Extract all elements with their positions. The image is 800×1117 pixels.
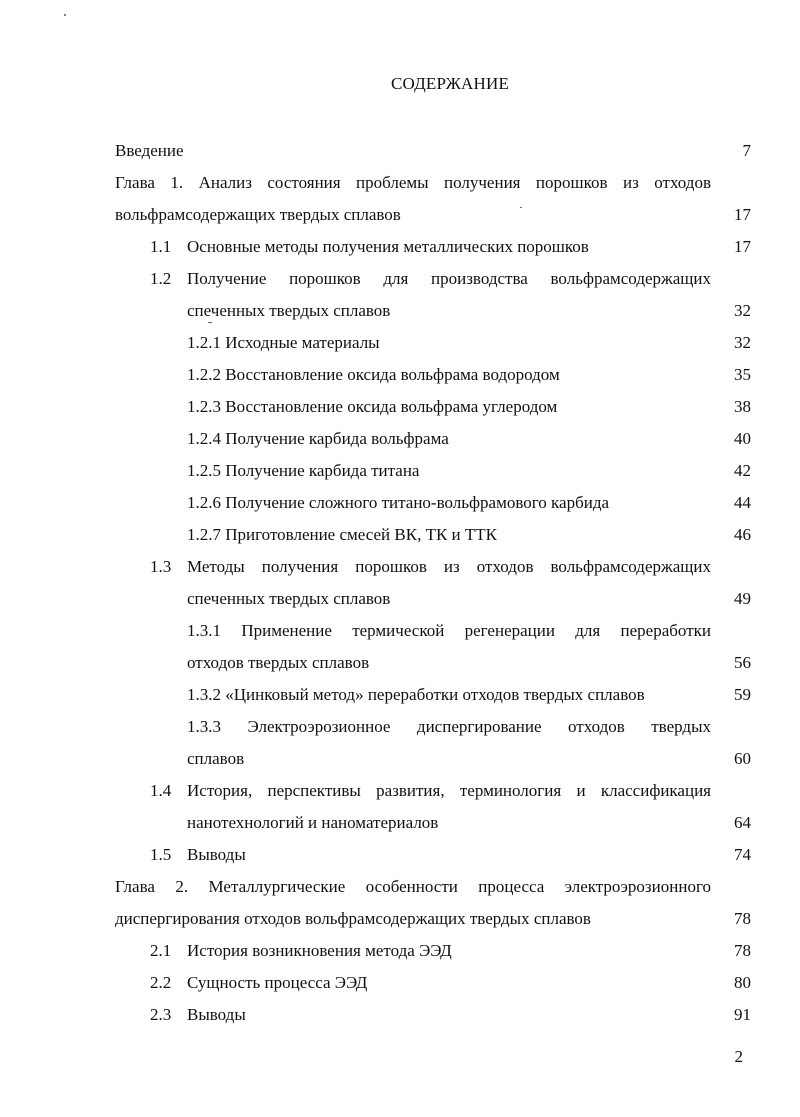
toc-entry-text: 1.3.1 Применение термической регенерации для переработки bbox=[187, 621, 711, 640]
toc-entry-page: 49 bbox=[734, 589, 751, 608]
toc-entry-page: 17 bbox=[734, 205, 751, 224]
toc-entry-page: 74 bbox=[734, 845, 751, 864]
toc-entry-text: сплавов bbox=[187, 749, 245, 768]
toc-entry-text: 1.3.3 Электроэрозионное диспергирование отходов твердых bbox=[187, 717, 711, 736]
toc-entry-number: 1.3 bbox=[150, 557, 172, 576]
scan-speck bbox=[520, 207, 522, 208]
page-number: 2 bbox=[734, 1047, 743, 1066]
toc-entry-text: Основные методы получения металлических порошков bbox=[187, 237, 589, 256]
toc-entry-text: История возникновения метода ЭЭД bbox=[187, 941, 452, 960]
toc-entry-text: Глава 2. Металлургические особенности процесса электроэрозионного bbox=[115, 877, 711, 896]
toc-entry-page: 17 bbox=[734, 237, 751, 256]
toc-entry-number: 1.2 bbox=[150, 269, 172, 288]
toc-entry-page: 80 bbox=[734, 973, 751, 992]
toc-entry-page: 32 bbox=[734, 301, 751, 320]
toc-entry-text: История, перспективы развития, терминология и классификация bbox=[187, 781, 711, 800]
toc-entry-text: спеченных твердых сплавов bbox=[187, 301, 391, 320]
toc-entry-number: 2.2 bbox=[150, 973, 172, 992]
toc-entry-text: Глава 1. Анализ состояния проблемы получения порошков из отходов bbox=[115, 173, 711, 192]
toc-entry-text: спеченных твердых сплавов bbox=[187, 589, 391, 608]
toc-entry-text: 1.2.7 Приготовление смесей ВК, ТК и ТТК bbox=[187, 525, 498, 544]
toc-entry-page: 78 bbox=[734, 941, 751, 960]
toc-entry-page: 44 bbox=[734, 493, 751, 512]
toc-entry-text: 1.3.2 «Цинковый метод» переработки отходов твердых сплавов bbox=[187, 685, 645, 704]
toc-entry-text: 1.2.1 Исходные материалы bbox=[187, 333, 380, 352]
toc-entry-text: 1.2.6 Получение сложного титано-вольфрамового карбида bbox=[187, 493, 610, 512]
toc-entry-page: 40 bbox=[734, 429, 751, 448]
toc-entry-page: 78 bbox=[734, 909, 751, 928]
toc-entry-page: 46 bbox=[734, 525, 751, 544]
toc-entry-page: 38 bbox=[734, 397, 751, 416]
toc-entry-text: 1.2.4 Получение карбида вольфрама bbox=[187, 429, 449, 448]
toc-entry-page: 56 bbox=[734, 653, 751, 672]
toc-entry-page: 7 bbox=[742, 141, 751, 160]
toc-entry-number: 1.4 bbox=[150, 781, 172, 800]
toc-entry-number: 1.1 bbox=[150, 237, 172, 256]
toc-entry-text: диспергирования отходов вольфрамсодержащих твердых сплавов bbox=[115, 909, 591, 928]
toc-entry-number: 1.5 bbox=[150, 845, 172, 864]
toc-entry-text: нанотехнологий и наноматериалов bbox=[187, 813, 439, 832]
toc-entry-text: Выводы bbox=[187, 1005, 246, 1024]
toc-entry-number: 2.1 bbox=[150, 941, 172, 960]
scan-speck bbox=[64, 14, 66, 16]
page-title: СОДЕРЖАНИЕ bbox=[390, 74, 510, 93]
toc-entry-page: 32 bbox=[734, 333, 751, 352]
toc-entry-text: вольфрамсодержащих твердых сплавов bbox=[115, 205, 401, 224]
toc-entry-text: 1.2.2 Восстановление оксида вольфрама водородом bbox=[187, 365, 560, 384]
toc-entry-text: отходов твердых сплавов bbox=[187, 653, 370, 672]
toc-entry-text: Сущность процесса ЭЭД bbox=[187, 973, 368, 992]
toc-entry-text: 1.2.5 Получение карбида титана bbox=[187, 461, 420, 480]
toc-entry-page: 64 bbox=[734, 813, 751, 832]
toc-entry-number: 2.3 bbox=[150, 1005, 172, 1024]
toc-entry-text: Получение порошков для производства вольфрамсодержащих bbox=[187, 269, 711, 288]
toc-entry-page: 35 bbox=[734, 365, 751, 384]
toc-entry-page: 60 bbox=[734, 749, 751, 768]
toc-entry-text: Выводы bbox=[187, 845, 246, 864]
toc-entry-text: Введение bbox=[115, 141, 184, 160]
scan-speck bbox=[208, 322, 212, 323]
toc-entry-text: 1.2.3 Восстановление оксида вольфрама углеродом bbox=[187, 397, 558, 416]
toc-entry-text: Методы получения порошков из отходов вольфрамсодержащих bbox=[187, 557, 711, 576]
toc-entry-page: 42 bbox=[734, 461, 751, 480]
toc-entry-page: 91 bbox=[734, 1005, 751, 1024]
toc-entry-page: 59 bbox=[734, 685, 751, 704]
